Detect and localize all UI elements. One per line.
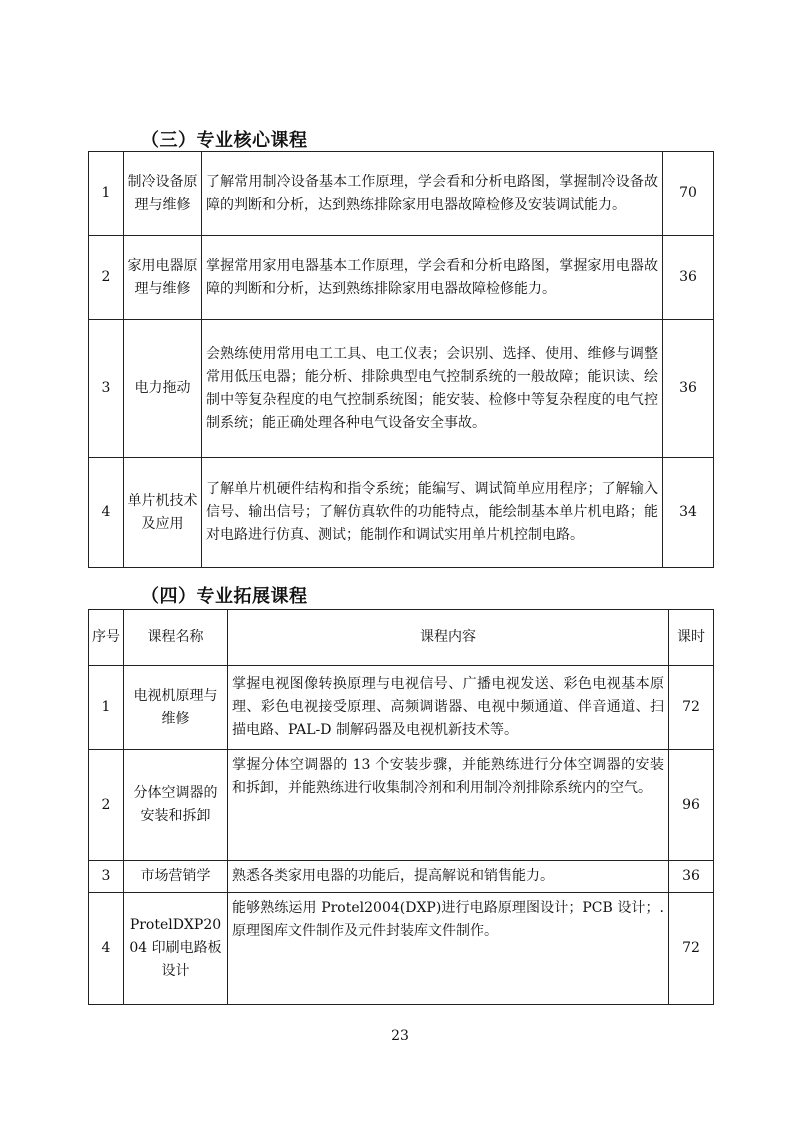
course-hours: 70 xyxy=(663,152,714,236)
course-name: 电视机原理与维修 xyxy=(124,666,228,750)
course-name: 制冷设备原理与维修 xyxy=(124,152,202,236)
header-course-hours: 课时 xyxy=(669,610,714,666)
row-number: 2 xyxy=(89,750,124,861)
row-number: 1 xyxy=(89,666,124,750)
header-course-content: 课程内容 xyxy=(228,610,669,666)
header-course-name: 课程名称 xyxy=(124,610,228,666)
course-hours: 72 xyxy=(669,893,714,1005)
course-name: 市场营销学 xyxy=(124,861,228,893)
course-content: 掌握常用家用电器基本工作原理，学会看和分析电路图，掌握家用电器故障的判断和分析，达到熟练排除家用电器故障检修能力。 xyxy=(202,236,663,320)
table-row xyxy=(89,893,714,1005)
section-3-heading: （三）专业核心课程 xyxy=(141,130,308,151)
course-hours: 36 xyxy=(663,236,714,320)
course-name: 家用电器原理与维修 xyxy=(124,236,202,320)
table-row xyxy=(89,320,714,458)
course-hours: 36 xyxy=(669,861,714,893)
row-number: 4 xyxy=(89,458,124,568)
table-row xyxy=(89,750,714,861)
course-content: 了解单片机硬件结构和指令系统；能编写、调试简单应用程序；了解输入信号、输出信号；了解仿真软件的功能特点，能绘制基本单片机电路；能对电路进行仿真、测试；能制作和调试实用单片机控制电路。 xyxy=(202,458,663,568)
table-row xyxy=(89,152,714,236)
row-number: 3 xyxy=(89,861,124,893)
table-row xyxy=(89,458,714,568)
row-number: 3 xyxy=(89,320,124,458)
course-name: 分体空调器的安装和拆卸 xyxy=(124,750,228,861)
course-hours: 34 xyxy=(663,458,714,568)
table-header-row xyxy=(89,610,714,666)
row-number: 2 xyxy=(89,236,124,320)
header-number: 序号 xyxy=(89,610,124,666)
table-row xyxy=(89,236,714,320)
course-content: 掌握分体空调器的 13 个安装步骤，并能熟练进行分体空调器的安装和拆卸，并能熟练进行收集制冷剂和利用制冷剂排除系统内的空气。 xyxy=(228,750,669,861)
course-content: 了解常用制冷设备基本工作原理，学会看和分析电路图，掌握制冷设备故障的判断和分析，达到熟练排除家用电器故障检修及安装调试能力。 xyxy=(202,152,663,236)
course-name: 单片机技术及应用 xyxy=(124,458,202,568)
table-row xyxy=(89,666,714,750)
table-row xyxy=(89,861,714,893)
course-hours: 36 xyxy=(663,320,714,458)
course-name: ProtelDXP2004 印刷电路板设计 xyxy=(124,893,228,1005)
course-content: 能够熟练运用 Protel2004(DXP)进行电路原理图设计；PCB 设计；.原理图库文件制作及元件封装库文件制作。 xyxy=(228,893,669,1005)
extension-courses-table xyxy=(88,609,714,1005)
course-hours: 96 xyxy=(669,750,714,861)
row-number: 4 xyxy=(89,893,124,1005)
course-content: 熟悉各类家用电器的功能后，提高解说和销售能力。 xyxy=(228,861,669,893)
row-number: 1 xyxy=(89,152,124,236)
course-hours: 72 xyxy=(669,666,714,750)
page-number: 23 xyxy=(391,1028,409,1044)
section-4-heading: （四）专业拓展课程 xyxy=(141,586,308,607)
course-name: 电力拖动 xyxy=(124,320,202,458)
core-courses-table xyxy=(88,151,714,568)
course-content: 掌握电视图像转换原理与电视信号、广播电视发送、彩色电视基本原理、彩色电视接受原理、高频调谐器、电视中频通道、伴音通道、扫描电路、PAL-D 制解码器及电视机新技术等。 xyxy=(228,666,669,750)
course-content: 会熟练使用常用电工工具、电工仪表；会识别、选择、使用、维修与调整常用低压电器；能分析、排除典型电气控制系统的一般故障；能识读、绘制中等复杂程度的电气控制系统图；能安装、检修中等复杂程度的电气控制系统；能正确处理各种电气设备安全事故。 xyxy=(202,320,663,458)
